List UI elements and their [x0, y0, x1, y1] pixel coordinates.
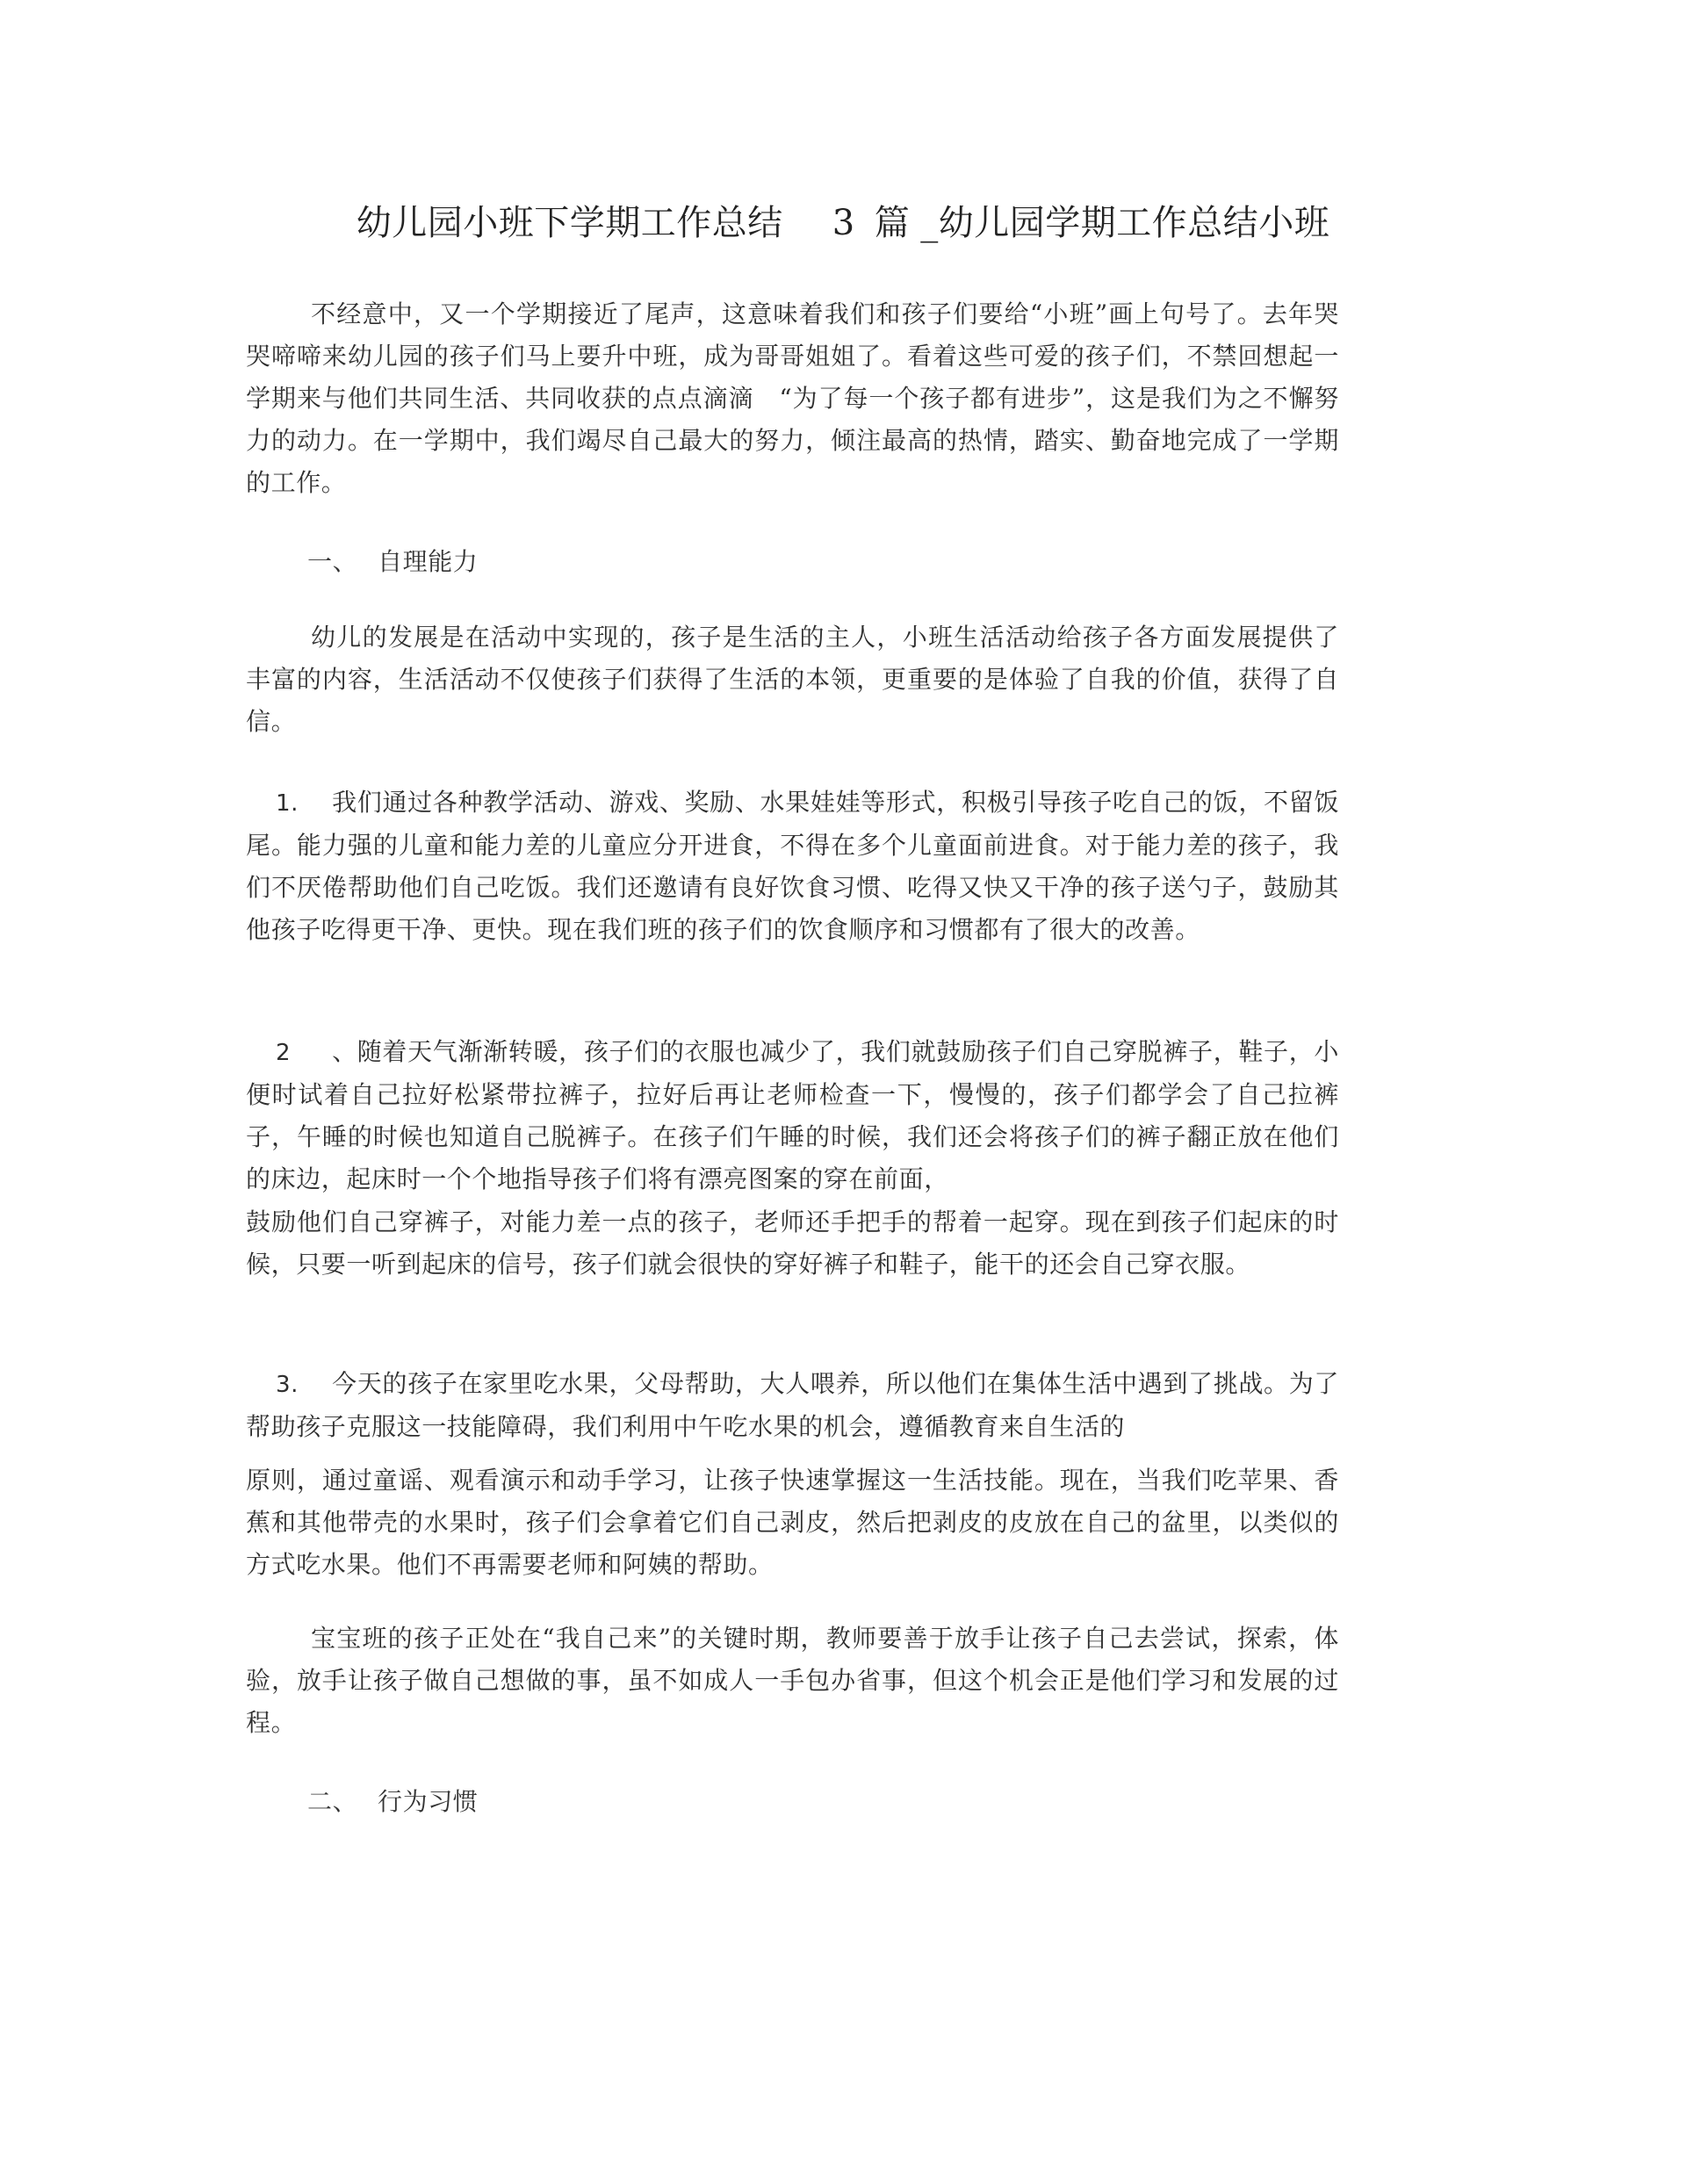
- list-item-3-continuation: 原则，通过童谣、观看演示和动手学习，让孩子快速掌握这一生活技能。现在，当我们吃苹果、香蕉和其他带壳的水果时，孩子们会拿着它们自己剥皮，然后把剥皮的皮放在自己的盆里，以类似的方式吃水果。他们不再需要老师和阿姨的帮助。: [246, 1466, 1339, 1579]
- section-heading-2: [307, 1781, 478, 1823]
- list-item-2: [246, 1031, 1339, 1200]
- list-item-3: [246, 1363, 1339, 1448]
- section-title-1: 自理能力: [378, 547, 479, 576]
- intro-paragraph: 不经意中，又一个学期接近了尾声，这意味着我们和孩子们要给“小班”画上句号了。去年哭哭啼啼来幼儿园的孩子们马上要升中班，成为哥哥姐姐了。看着这些可爱的孩子们，不禁回想起一学期来与他们共同生活、共同收获的点点滴滴 “为了每一个孩子都有进步”，这是我们为之不懈努力的动力。在一学期中，我们竭尽自己最大的努力，倾注最高的热情，踏实、勤奋地完成了一学期的工作。: [246, 299, 1339, 497]
- title-part-main: 幼儿园小班下学期工作总结: [356, 203, 783, 243]
- list-item-3-number: 3.: [276, 1372, 299, 1398]
- section-heading-1: [307, 541, 478, 583]
- list-item-2-continuation: 鼓励他们自己穿裤子，对能力差一点的孩子，老师还手把手的帮着一起穿。现在到孩子们起床的时候，只要一听到起床的信号，孩子们就会很快的穿好裤子和鞋子，能干的还会自己穿衣服。: [246, 1207, 1339, 1279]
- title-part-count: 3: [832, 203, 855, 243]
- title-part-subtitle: _幼儿园学期工作总结小班: [920, 203, 1330, 243]
- list-item-2-text: 、随着天气渐渐转暖，孩子们的衣服也减少了，我们就鼓励孩子们自己穿脱裤子，鞋子，小便时试着自己拉好松紧带拉裤子，拉好后再让老师检查一下，慢慢的，孩子们都学会了自己拉裤子，午睡的时候也知道自己脱裤子。在孩子们午睡的时候，我们还会将孩子们的裤子翻正放在他们的床边，起床时一个个地指导孩子们将有漂亮图案的穿在前面，: [246, 1037, 1339, 1193]
- section1-summary-paragraph: 宝宝班的孩子正处在“我自己来”的关键时期，教师要善于放手让孩子自己去尝试，探索，体验，放手让孩子做自己想做的事，虽不如成人一手包办省事，但这个机会正是他们学习和发展的过程。: [246, 1624, 1339, 1737]
- list-item-1-number: 1.: [276, 790, 299, 817]
- list-item-1: [246, 782, 1339, 951]
- list-item-3-text: 今天的孩子在家里吃水果，父母帮助，大人喂养，所以他们在集体生活中遇到了挑战。为了帮助孩子克服这一技能障碍，我们利用中午吃水果的机会，遵循教育来自生活的: [246, 1369, 1339, 1441]
- section-title-2: 行为习惯: [378, 1787, 479, 1816]
- title-part-unit: 篇: [874, 203, 911, 243]
- section-number-2: 二、: [307, 1787, 358, 1816]
- list-item-1-text: 我们通过各种教学活动、游戏、奖励、水果娃娃等形式，积极引导孩子吃自己的饭，不留饭尾。能力强的儿童和能力差的儿童应分开进食，不得在多个儿童面前进食。对于能力差的孩子，我们不厌倦帮助他们自己吃饭。我们还邀请有良好饮食习惯、吃得又快又干净的孩子送勺子，鼓励其他孩子吃得更干净、更快。现在我们班的孩子们的饮食顺序和习惯都有了很大的改善。: [246, 788, 1339, 944]
- list-item-2-number: 2: [276, 1040, 292, 1066]
- document-title: [0, 198, 1686, 248]
- section1-intro-paragraph: 幼儿的发展是在活动中实现的，孩子是生活的主人，小班生活活动给孩子各方面发展提供了丰富的内容，生活活动不仅使孩子们获得了生活的本领，更重要的是体验了自我的价值，获得了自信。: [246, 623, 1339, 736]
- section-number-1: 一、: [307, 547, 358, 576]
